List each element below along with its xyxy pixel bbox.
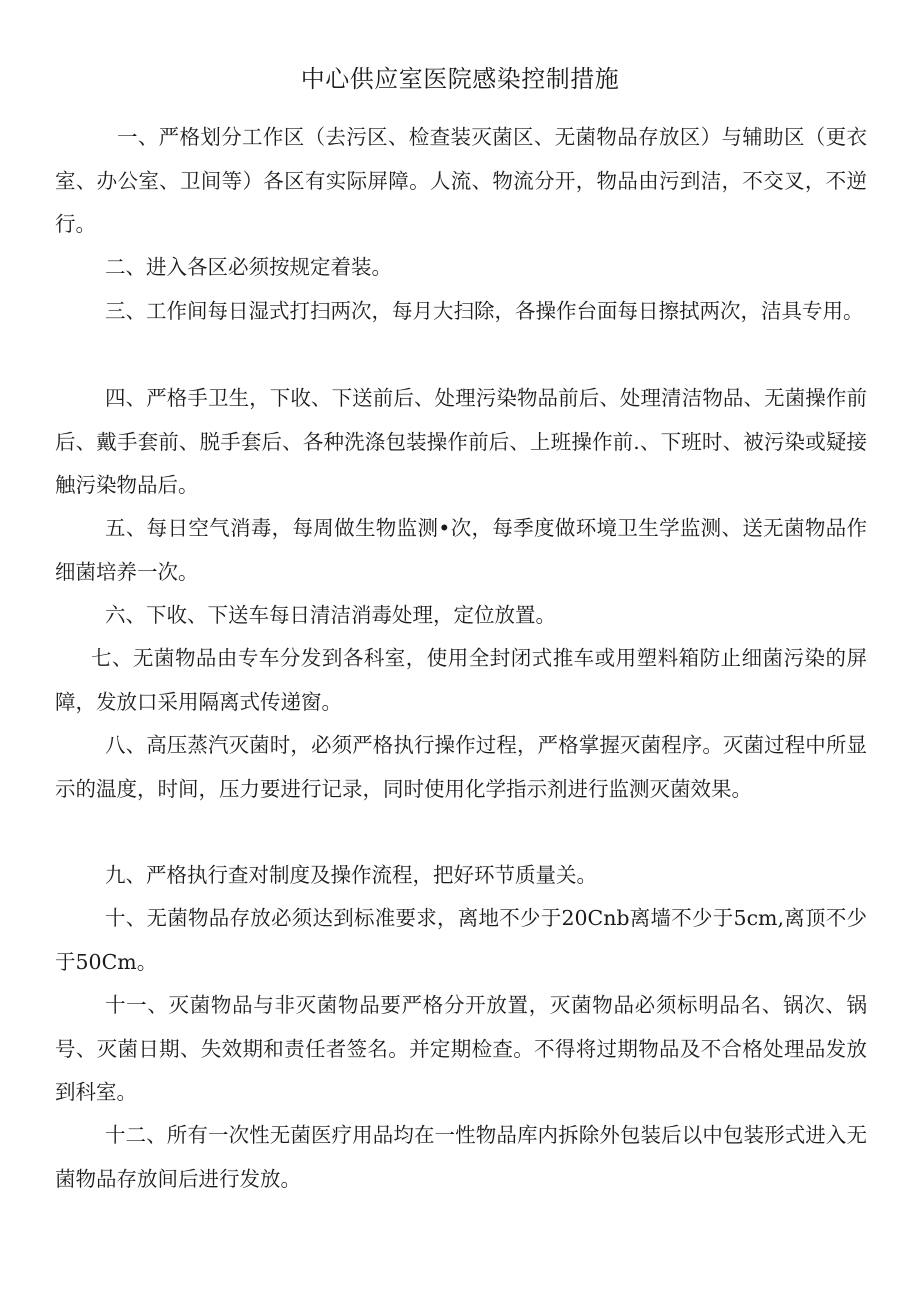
paragraph-1: 一、严格划分工作区（去污区、检查装灭菌区、无菌物品存放区）与辅助区（更衣室、办公室、卫间等）各区有实际屏障。人流、物流分开，物品由污到洁，不交叉，不逆行。 <box>55 125 867 236</box>
paragraph-8: 八、高压蒸汽灭菌时，必须严格执行操作过程，严格掌握灭菌程序。灭菌过程中所显示的温度，时间，压力要进行记录，同时使用化学指示剂进行监测灭菌效果。 <box>55 733 867 801</box>
paragraph-11: 十一、灭菌物品与非灭菌物品要严格分开放置，灭菌物品必须标明品名、锅次、锅号、灭菌日期、失效期和责任者签名。并定期检查。不得将过期物品及不合格处理品发放到科室。 <box>55 993 867 1104</box>
paragraph-2: 二、进入各区必须按规定着装。 <box>105 255 392 279</box>
paragraph-5: 五、每日空气消毒，每周做生物监测•次，每季度做环境卫生学监测、送无菌物品作细菌培养一次。 <box>55 516 867 584</box>
paragraph-4: 四、严格手卫生，下收、下送前后、处理污染物品前后、处理清洁物品、无菌操作前后、戴手套前、脱手套后、各种洗涤包装操作前后、上班操作前.、下班时、被污染或疑接触污染物品后。 <box>55 386 867 497</box>
paragraph-7: 七、无菌物品由专车分发到各科室，使用全封闭式推车或用塑料箱防止细菌污染的屏障，发放口采用隔离式传递窗。 <box>55 646 867 714</box>
paragraph-6: 六、下收、下送车每日清洁消毒处理，定位放置。 <box>105 603 556 627</box>
paragraph-12: 十二、所有一次性无菌医疗用品均在一性物品库内拆除外包装后以中包装形式进入无菌物品存放间后进行发放。 <box>55 1123 867 1191</box>
paragraph-10: 十、无菌物品存放必须达到标准要求，离地不少于20Cnb离墙不少于5cm,离顶不少于50Cm。 <box>55 906 867 974</box>
document-title: 中心供应室医院感染控制措施 <box>300 65 620 93</box>
paragraph-3: 三、工作间每日湿式打扫两次，每月大扫除，各操作台面每日擦拭两次，洁具专用。 <box>105 299 864 323</box>
paragraph-9: 九、严格执行查对制度及操作流程，把好环节质量关。 <box>105 863 597 887</box>
